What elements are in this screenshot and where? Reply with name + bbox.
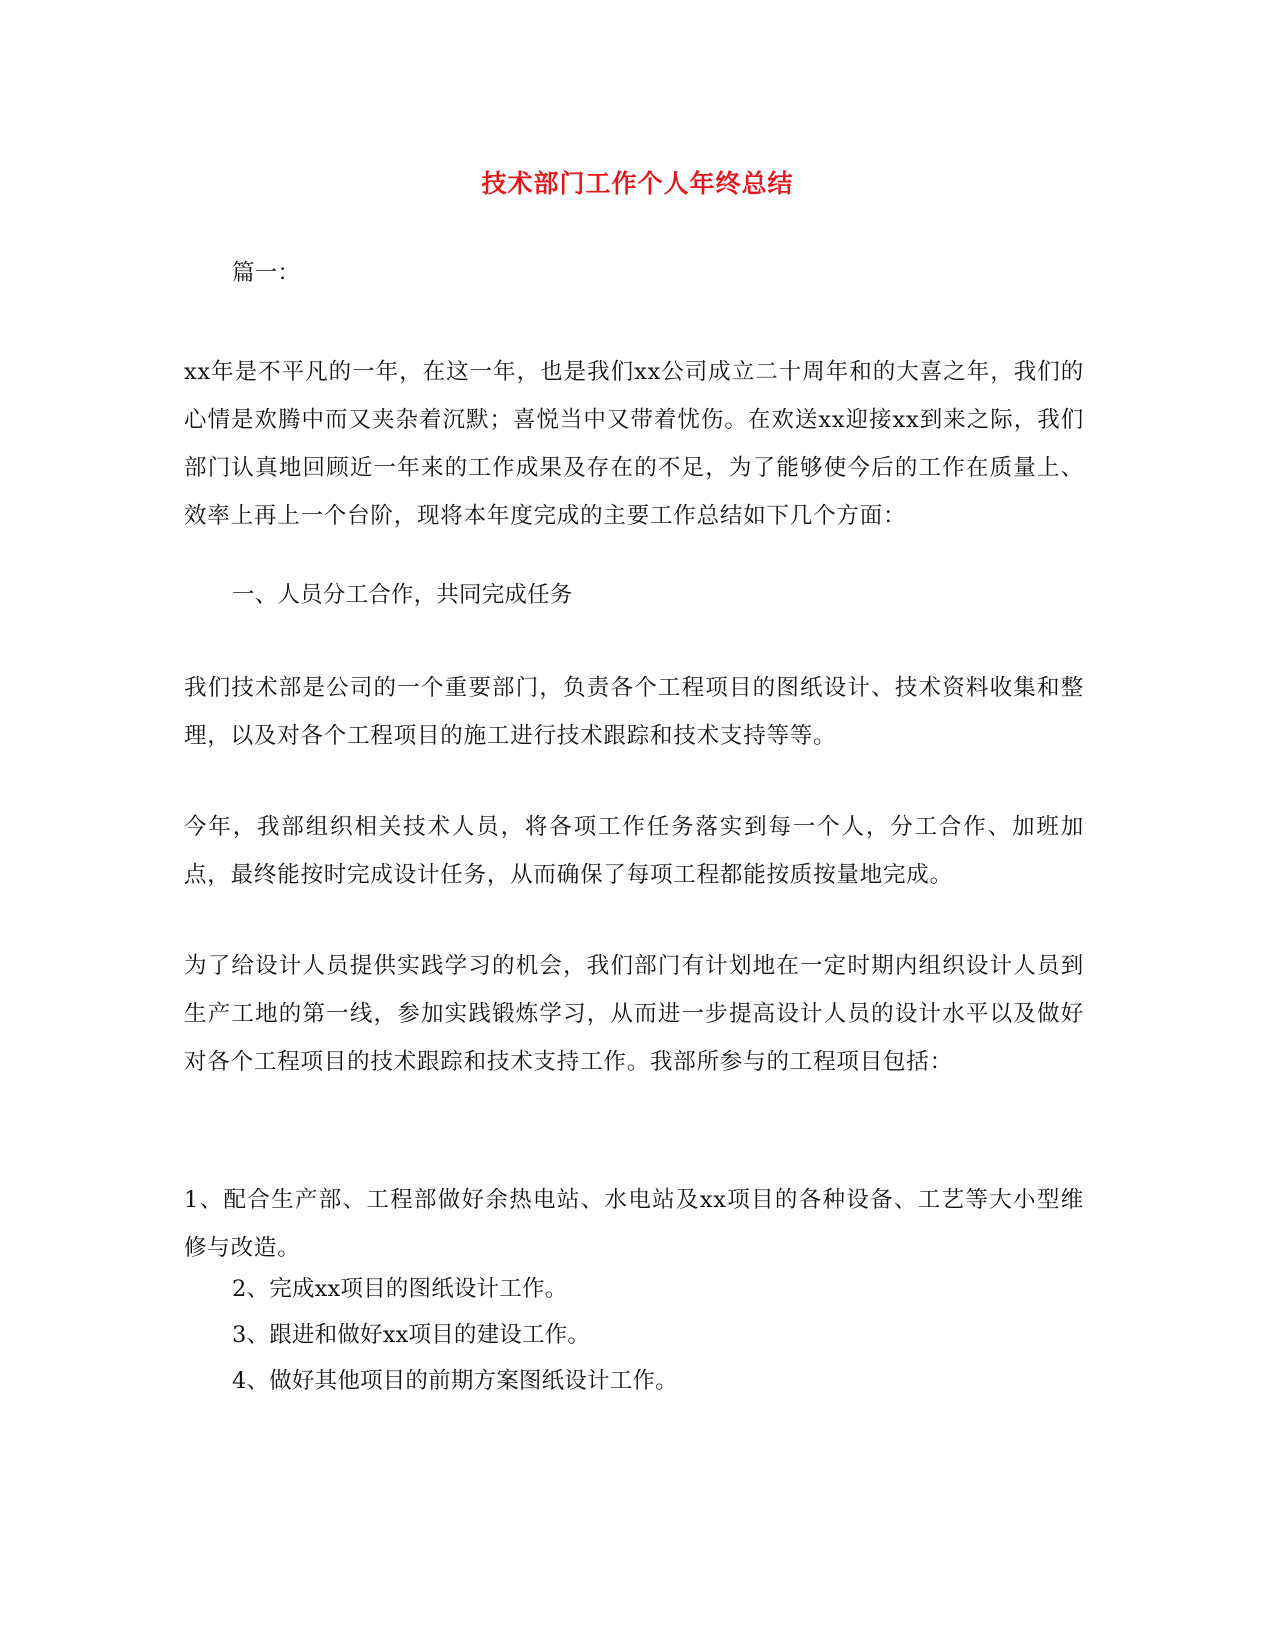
paragraph-2: 今年，我部组织相关技术人员，将各项工作任务落实到每一个人，分工合作、加班加点，最终能按时完成设计任务，从而确保了每项工程都能按质按量地完成。 bbox=[184, 814, 1084, 888]
section-label: 篇一： bbox=[232, 260, 301, 286]
list-item-4: 4、做好其他项目的前期方案图纸设计工作。 bbox=[232, 1368, 678, 1394]
list-item-2: 2、完成xx项目的图纸设计工作。 bbox=[232, 1276, 568, 1302]
heading-1: 一、人员分工合作，共同完成任务 bbox=[232, 582, 573, 608]
list-item-1: 1、配合生产部、工程部做好余热电站、水电站及xx项目的各种设备、工艺等大小型维修与改造。 bbox=[184, 1187, 1084, 1261]
list-item-3: 3、跟进和做好xx项目的建设工作。 bbox=[232, 1322, 591, 1348]
paragraph-3: 为了给设计人员提供实践学习的机会，我们部门有计划地在一定时期内组织设计人员到生产工地的第一线，参加实践锻炼学习，从而进一步提高设计人员的设计水平以及做好对各个工程项目的技术跟踪和技术支持工作。我部所参与的工程项目包括： bbox=[184, 953, 1084, 1075]
intro-paragraph: xx年是不平凡的一年，在这一年，也是我们xx公司成立二十周年和的大喜之年，我们的心情是欢腾中而又夹杂着沉默；喜悦当中又带着忧伤。在欢送xx迎接xx到来之际，我们部门认真地回顾近一年来的工作成果及存在的不足，为了能够使今后的工作在质量上、效率上再上一个台阶，现将本年度完成的主要工作总结如下几个方面： bbox=[184, 359, 1084, 529]
document-title: 技术部门工作个人年终总结 bbox=[481, 169, 794, 198]
paragraph-1: 我们技术部是公司的一个重要部门，负责各个工程项目的图纸设计、技术资料收集和整理，以及对各个工程项目的施工进行技术跟踪和技术支持等等。 bbox=[184, 675, 1084, 749]
